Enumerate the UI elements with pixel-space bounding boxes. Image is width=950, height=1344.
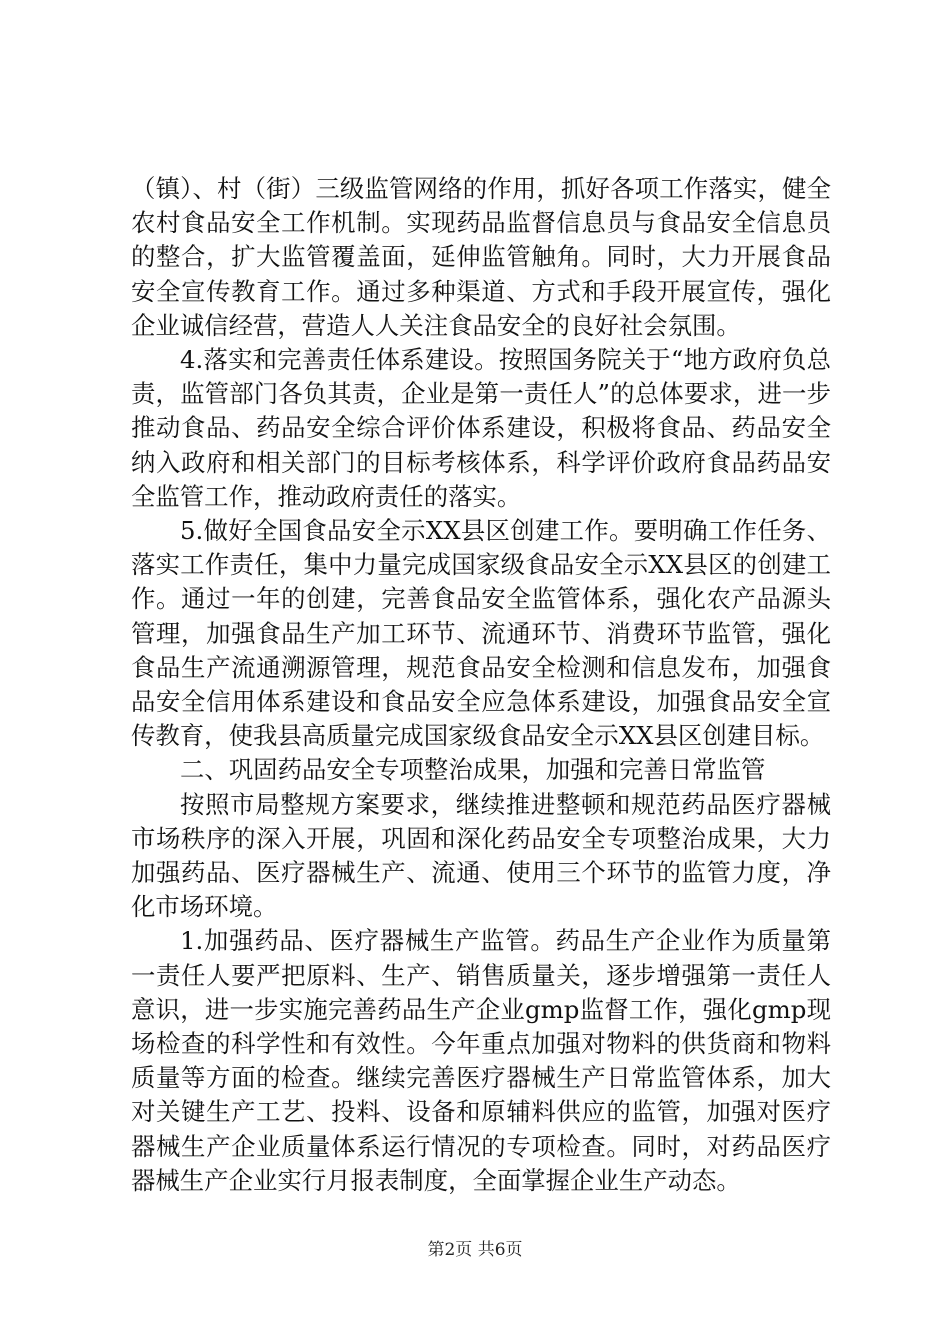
paragraph-item-5: 5.做好全国食品安全示XX县区创建工作。要明确工作任务、落实工作责任，集中力量完成国家级食品安全示XX县区的创建工作。通过一年的创建，完善食品安全监管体系，强化农产品源头管理，加强食品生产加工环节、流通环节、消费环节监管，强化食品生产流通溯源管理，规范食品安全检测和信息发布，加强食品安全信用体系建设和食品安全应急体系建设，加强食品安全宣传教育，使我县高质量完成国家级食品安全示XX县区创建目标。 xyxy=(131,516,831,751)
page-number-footer: 第2页 共6页 xyxy=(427,1240,523,1260)
paragraph-item-1: 1.加强药品、医疗器械生产监管。药品生产企业作为质量第一责任人要严把原料、生产、销售质量关，逐步增强第一责任人意识，进一步实施完善药品生产企业gmp监督工作，强化gmp现场检查的科学性和有效性。今年重点加强对物料的供货商和物料质量等方面的检查。继续完善医疗器械生产日常监管体系，加大对关键生产工艺、投料、设备和原辅料供应的监管，加强对医疗器械生产企业质量体系运行情况的专项检查。同时，对药品医疗器械生产企业实行月报表制度，全面掌握企业生产动态。 xyxy=(131,926,831,1195)
paragraph-item-4: 4.落实和完善责任体系建设。按照国务院关于“地方政府负总责，监管部门各负其责，企业是第一责任人”的总体要求，进一步推动食品、药品安全综合评价体系建设，积极将食品、药品安全纳入政府和相关部门的目标考核体系，科学评价政府食品药品安全监管工作，推动政府责任的落实。 xyxy=(131,345,831,511)
paragraph-section-intro: 按照市局整规方案要求，继续推进整顿和规范药品医疗器械市场秩序的深入开展，巩固和深化药品安全专项整治成果，大力加强药品、医疗器械生产、流通、使用三个环节的监管力度，净化市场环境。 xyxy=(131,789,831,922)
paragraph-continuation: （镇）、村（街）三级监管网络的作用，抓好各项工作落实，健全农村食品安全工作机制。实现药品监督信息员与食品安全信息员的整合，扩大监管覆盖面，延伸监管触角。同时，大力开展食品安全宣传教育工作。通过多种渠道、方式和手段开展宣传，强化企业诚信经营，营造人人关注食品安全的良好社会氛围。 xyxy=(131,174,831,340)
document-body xyxy=(131,172,831,1198)
section-heading-2: 二、巩固药品安全专项整治成果，加强和完善日常监管 xyxy=(180,755,766,785)
